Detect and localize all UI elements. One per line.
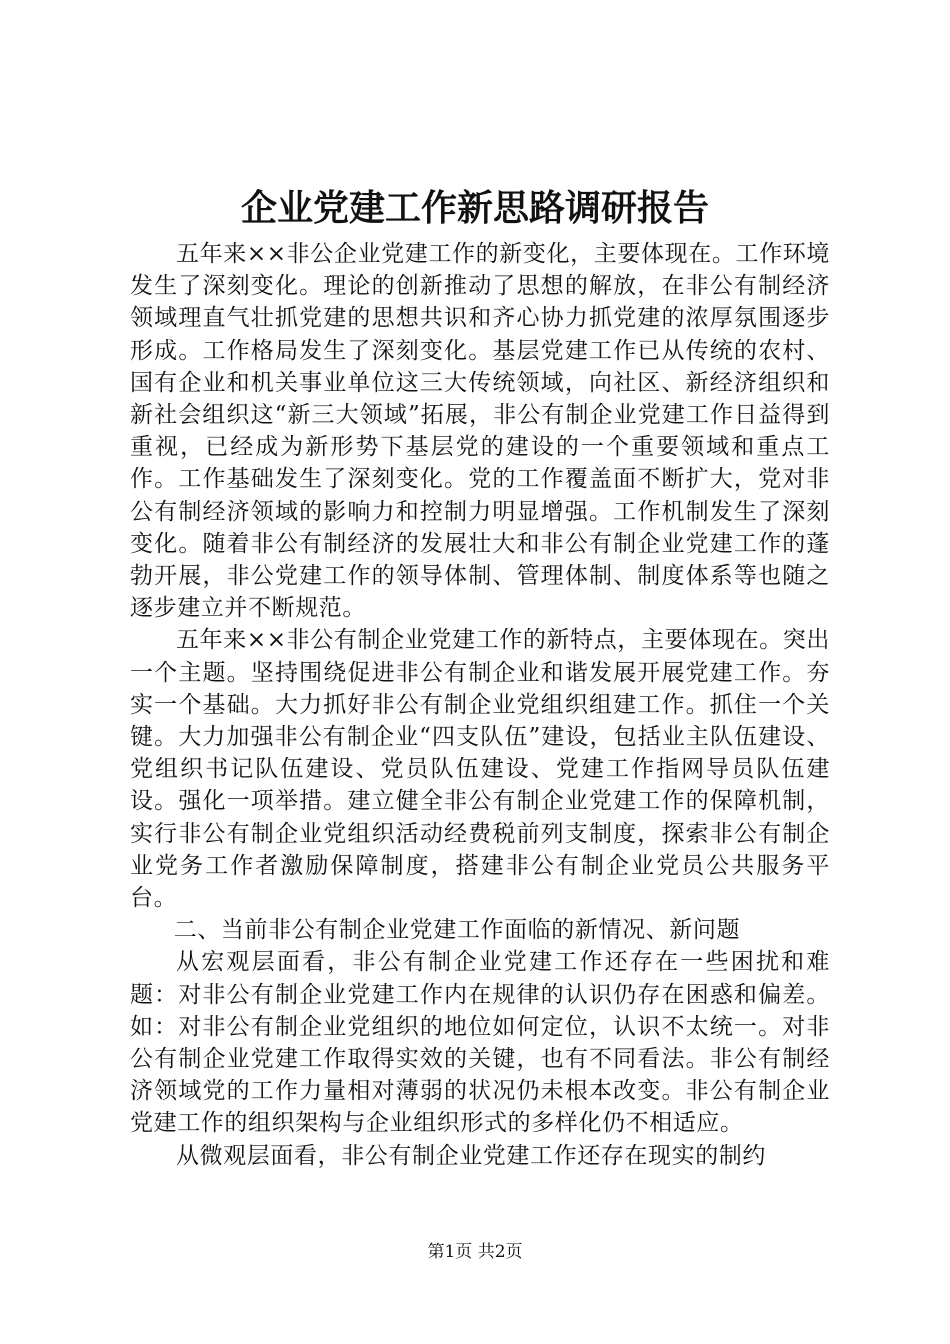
document-body (130, 238, 830, 1172)
paragraph-new-features: 五年来××非公有制企业党建工作的新特点，主要体现在。突出一个主题。坚持围绕促进非公有制企业和谐发展开展党建工作。夯实一个基础。大力抓好非公有制企业党组织组建工作。抓住一个关键。大力加强非公有制企业“四支队伍”建设，包括业主队伍建设、党组织书记队伍建设、党员队伍建设、党建工作指网导员队伍建设。强化一项举措。建立健全非公有制企业党建工作的保障机制，实行非公有制企业党组织活动经费税前列支制度，探索非公有制企业党务工作者激励保障制度，搭建非公有制企业党员公共服务平台。 (130, 627, 830, 912)
paragraph-new-changes: 五年来××非公企业党建工作的新变化，主要体现在。工作环境发生了深刻变化。理论的创新推动了思想的解放，在非公有制经济领域理直气壮抓党建的思想共识和齐心协力抓党建的浓厚氛围逐步形成。工作格局发生了深刻变化。基层党建工作已从传统的农村、国有企业和机关事业单位这三大传统领域，向社区、新经济组织和新社会组织这“新三大领域”拓展，非公有制企业党建工作日益得到重视，已经成为新形势下基层党的建设的一个重要领域和重点工作。工作基础发生了深刻变化。党的工作覆盖面不断扩大，党对非公有制经济领域的影响力和控制力明显增强。工作机制发生了深刻变化。随着非公有制经济的发展壮大和非公有制企业党建工作的蓬勃开展，非公党建工作的领导体制、管理体制、制度体系等也随之逐步建立并不断规范。 (130, 241, 830, 622)
paragraph-micro-level: 从微观层面看，非公有制企业党建工作还存在现实的制约 (176, 1142, 766, 1169)
page-footer: 第1页 共2页 (427, 1242, 523, 1262)
paragraph-macro-level: 从宏观层面看，非公有制企业党建工作还存在一些困扰和难题：对非公有制企业党建工作内在规律的认识仍存在困惑和偏差。如：对非公有制企业党组织的地位如何定位，认识不太统一。对非公有制企业党建工作取得实效的关键，也有不同看法。非公有制经济领域党的工作力量相对薄弱的状况仍未根本改变。非公有制企业党建工作的组织架构与企业组织形式的多样化仍不相适应。 (130, 949, 830, 1137)
document-title: 企业党建工作新思路调研报告 (240, 187, 709, 229)
section-heading: 二、当前非公有制企业党建工作面临的新情况、新问题 (173, 917, 741, 944)
